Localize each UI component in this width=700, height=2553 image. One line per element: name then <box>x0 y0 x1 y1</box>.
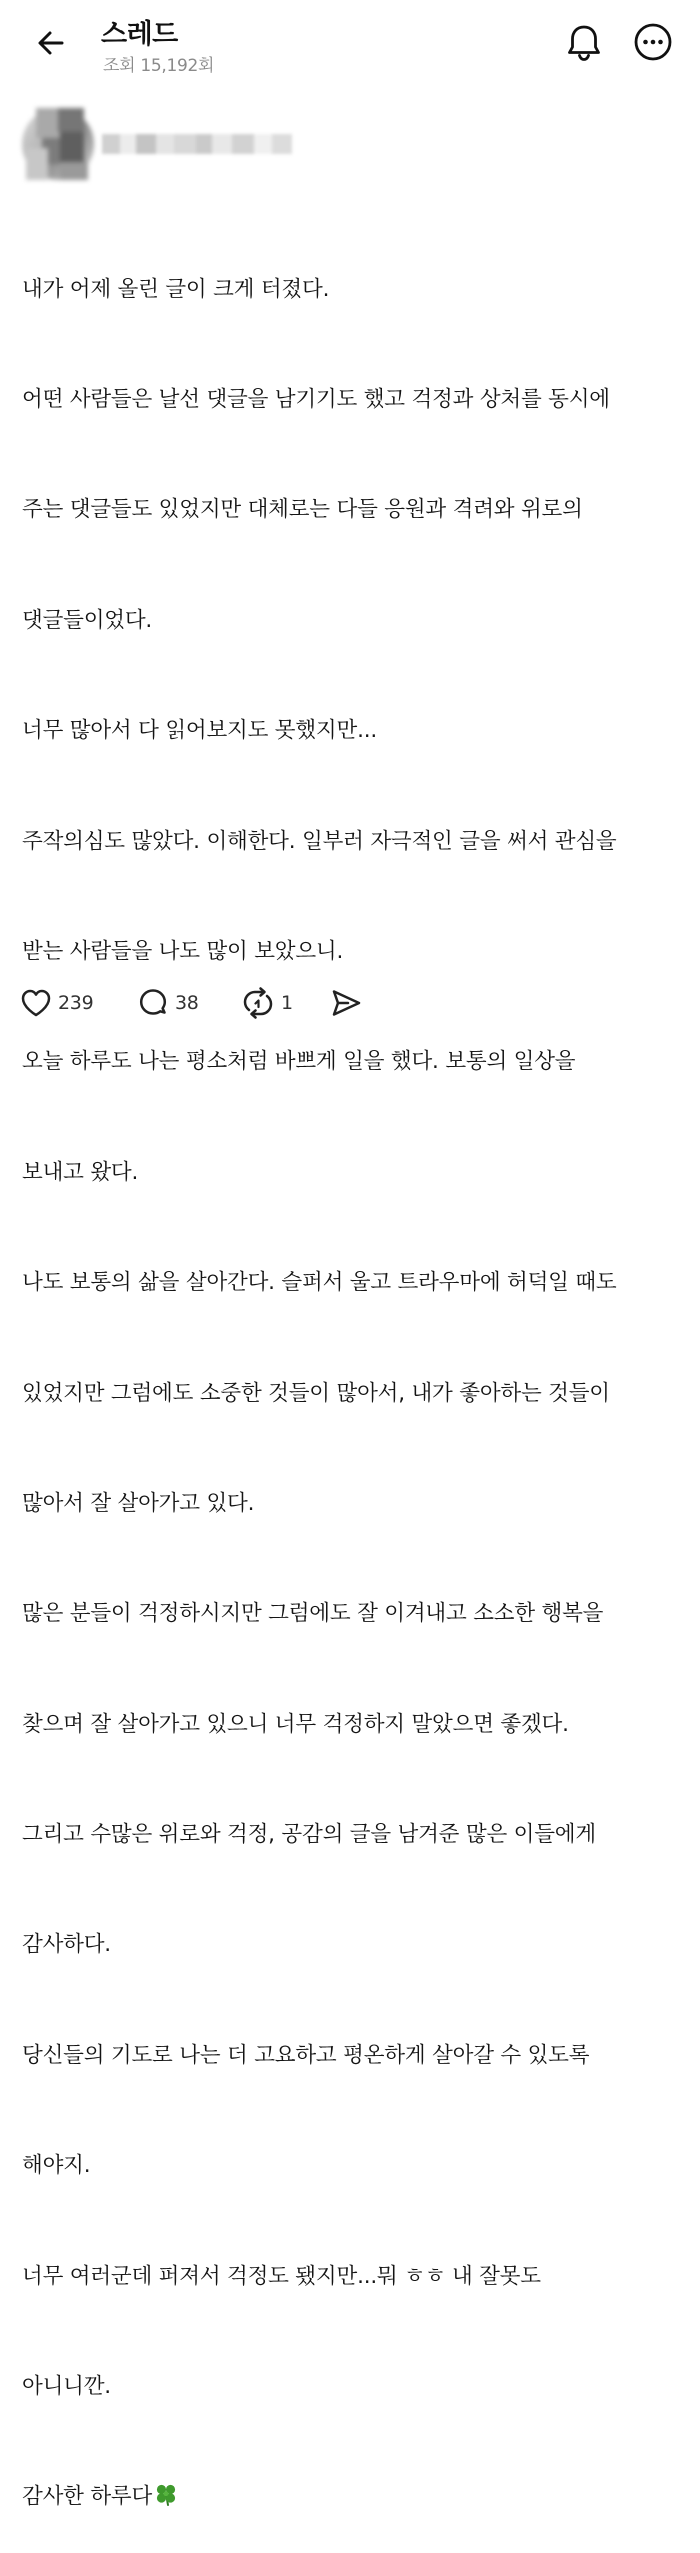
avatar[interactable] <box>22 108 94 180</box>
post-line: 많은 분들이 걱정하시지만 그럼에도 잘 이겨내고 소소한 행복을 <box>22 1601 604 1627</box>
post-line: 찾으며 잘 살아가고 있으니 너무 걱정하지 말았으면 좋겠다. <box>22 1711 569 1737</box>
more-options-button[interactable] <box>630 19 676 65</box>
post-line: 당신들의 기도로 나는 더 고요하고 평온하게 살아갈 수 있도록 <box>22 2042 590 2068</box>
comment-bubble-icon <box>137 987 169 1019</box>
post-line: 내가 어제 올린 글이 크게 터졌다. <box>22 276 330 302</box>
repost-button[interactable] <box>241 982 293 1024</box>
post-line: 있었지만 그럼에도 소중한 것들이 많아서, 내가 좋아하는 것들이 <box>22 1380 610 1406</box>
like-count: 239 <box>58 992 94 1014</box>
like-button[interactable] <box>20 982 93 1024</box>
back-button[interactable] <box>28 20 74 66</box>
send-icon <box>330 987 362 1019</box>
view-count: 조회 15,192회 <box>103 56 215 76</box>
post-line: 감사하다. <box>22 1932 111 1958</box>
back-arrow-icon <box>35 27 67 59</box>
four-leaf-clover-icon <box>153 2481 179 2507</box>
post-line: 해야지. <box>22 2153 91 2179</box>
post-line: 받는 사람들을 나도 많이 보았으니. <box>22 938 344 964</box>
post-line: 댓글들이었다. <box>22 607 153 633</box>
post-line: 나도 보통의 삶을 살아간다. 슬퍼서 울고 트라우마에 허덕일 때도 <box>22 1270 617 1296</box>
post-line: 아니니깐. <box>22 2374 111 2400</box>
post-line: 보내고 왔다. <box>22 1159 139 1185</box>
comment-count: 38 <box>175 992 199 1014</box>
post-line: 어떤 사람들은 날선 댓글을 남기기도 했고 걱정과 상처를 동시에 <box>22 386 610 412</box>
post-actions <box>20 982 680 1024</box>
share-button[interactable] <box>330 982 362 1024</box>
heart-icon <box>20 988 52 1018</box>
post-line: 오늘 하루도 나는 평소처럼 바쁘게 일을 했다. 보통의 일상을 <box>22 1049 576 1075</box>
post-line: 그리고 수많은 위로와 걱정, 공감의 글을 남겨준 많은 이들에게 <box>22 1822 596 1848</box>
post-text <box>22 198 692 2553</box>
post-last-line <box>22 2479 692 2516</box>
post-author[interactable] <box>22 108 322 180</box>
post-line: 너무 여러군데 퍼져서 걱정도 됐지만...뭐 ㅎㅎ 내 잘못도 <box>22 2263 541 2289</box>
more-options-icon <box>633 22 673 62</box>
post-line: 주작의심도 많았다. 이해한다. 일부러 자극적인 글을 써서 관심을 <box>22 828 617 854</box>
repost-icon <box>241 986 275 1020</box>
post-line: 주는 댓글들도 있었지만 대체로는 다들 응원과 격려와 위로의 <box>22 497 583 523</box>
notification-button[interactable] <box>561 20 607 66</box>
post-line-text: 감사한 하루다 <box>22 2484 153 2510</box>
top-bar <box>0 0 700 90</box>
post-line: 너무 많아서 다 읽어보지도 못했지만... <box>22 718 377 744</box>
repost-count: 1 <box>281 992 293 1014</box>
bell-icon <box>565 23 603 63</box>
post-line: 많아서 잘 살아가고 있다. <box>22 1490 255 1516</box>
comment-button[interactable] <box>137 982 199 1024</box>
author-name-redacted[interactable] <box>102 134 292 154</box>
page-title: 스레드 <box>101 19 178 50</box>
